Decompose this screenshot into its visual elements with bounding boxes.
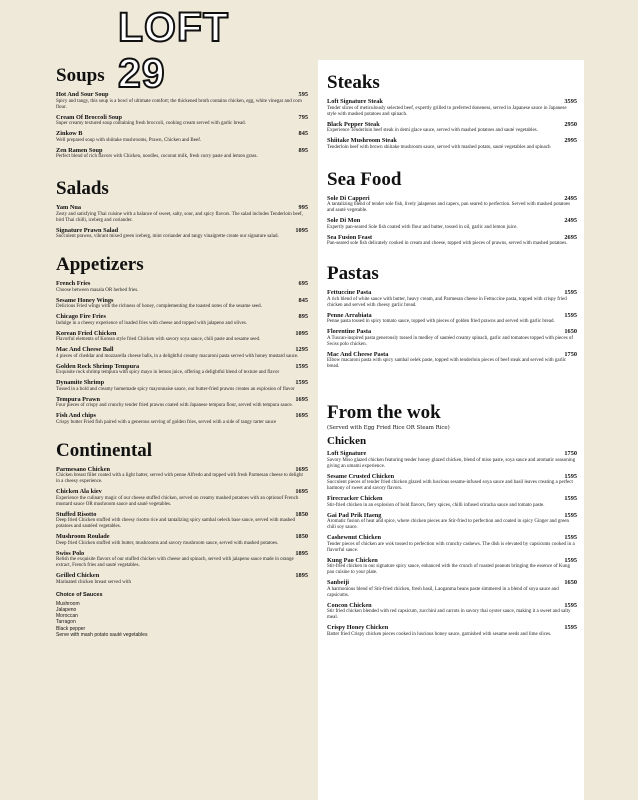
item-name: Loft Signature: [327, 450, 367, 457]
menu-item: [327, 121, 577, 135]
menu-item: [327, 473, 577, 493]
item-name: Black Pepper Steak: [327, 120, 380, 128]
item-name: Sesame Honey Wings: [56, 296, 114, 304]
item-description: Batter fried Crispy chicken pieces cooked in luscious honey sauce, garnished with sesame seeds and lime slices.: [327, 631, 552, 637]
item-name: Sesame Crusted Chicken: [327, 472, 395, 480]
sauce-item: Moroccan: [56, 613, 78, 620]
menu-item: [56, 204, 308, 224]
item-description: Tossed in a bold and creamy homemade spicy mayonnaise sauce, our butter-fried prawns creates an explosion of flavor: [56, 386, 295, 392]
item-price: 1695: [295, 412, 308, 419]
item-price: 1595: [564, 289, 577, 296]
item-price: 1595: [564, 472, 577, 480]
item-price: 1295: [295, 346, 308, 353]
menu-item: [327, 495, 577, 509]
item-name: Fettuccine Pasta: [327, 289, 372, 296]
item-description: Succulent pieces of tender fried chicken glazed with luscious sesame-infused soya sauce and basil leaves creating a perfect harmony of sweet and savory flavors.: [327, 480, 573, 491]
item-name: Gai Pad Prik Haeng: [327, 511, 382, 519]
section-title: Appetizers: [56, 254, 144, 275]
sauce-item: Black pepper: [56, 625, 86, 632]
item-price: 1595: [295, 362, 308, 370]
section-appetizers: [52, 254, 308, 426]
item-price: 695: [298, 280, 308, 287]
item-name: Korean Fried Chicken: [56, 329, 117, 337]
section-title: Sea Food: [327, 168, 402, 190]
item-name: Kung Pao Chicken: [327, 556, 378, 564]
item-price: 1895: [295, 572, 308, 579]
item-price: 1595: [295, 379, 308, 386]
sauce-item: Jalapeno: [56, 606, 77, 613]
menu-item: [56, 114, 308, 128]
item-description: Deep fried Chicken stuffed with butter, mushrooms and savory mushroom sauce, served with mashed potatoes.: [56, 540, 279, 546]
item-name: Sole Di Mon: [327, 217, 361, 224]
item-name: Cream Of Broccoli Soup: [56, 113, 123, 121]
item-price: 1595: [564, 624, 577, 631]
menu-item: [56, 396, 308, 410]
menu-item: [56, 533, 308, 547]
item-name: Firecracker Chicken: [327, 495, 383, 502]
section-soups: [52, 65, 308, 160]
section-steaks: [323, 72, 577, 151]
menu-item: [327, 579, 577, 599]
item-price: 1750: [564, 350, 577, 358]
item-name: Concon Chicken: [327, 601, 372, 609]
item-description: Savory Miso glazed chicken featuring tender honey glazed chicken, blend of miso paste, soya sauce and aromatic seasoning giving an umami experience.: [327, 457, 576, 469]
section-subtitle: (Served with Egg Fried Rice OR Steam Rice): [327, 425, 450, 431]
item-name: French Fries: [56, 280, 91, 287]
item-description: Flavorful elements of Korean style fried Chicken with savory soya sauce, chili paste and sesame seed.: [56, 337, 261, 342]
item-price: 1695: [295, 465, 308, 473]
item-price: 1595: [564, 311, 577, 319]
item-name: Swiss Polo: [56, 549, 85, 557]
item-description: Chicken breast fillet coated with a light batter, served with penne Alfredo and topped with fresh Parmesan cheese to delight in a cheesy experience.: [56, 473, 303, 484]
item-name: Mac And Cheese Ball: [56, 346, 114, 353]
item-description: A rich blend of white sauce with butter, heavy cream, and Parmesan cheese in Fettuccine pasta, topped with crispy fried chicken and served with cheesy garlic bread.: [327, 296, 567, 308]
item-price: 895: [298, 313, 308, 320]
item-name: Yam Nua: [56, 204, 82, 211]
item-name: Mac And Cheese Pasta: [327, 350, 389, 358]
item-price: 845: [298, 296, 308, 304]
item-description: Marinated chicken breast served with: [56, 579, 131, 585]
sauce-item: Serve with mash potato sauté vegetables: [56, 631, 148, 638]
item-description: Four pieces of crispy and crunchy tender fried prawns coated with Japanese tempura flour, served with tempura sauce.: [56, 403, 293, 408]
item-price: 1650: [564, 579, 577, 586]
item-description: Relish the exquisite flavors of our stuffed chicken with cheese and spinach, served with jalapeno sauce made in orange extract, French fries and sauté vegetables.: [56, 557, 294, 568]
item-description: Succulent prawns, vibrant mixed green iceberg, mint coriander and tangy vinaigrette create our signature salad.: [56, 234, 279, 239]
item-price: 2495: [564, 217, 577, 224]
item-description: Super creamy textured soup containing fresh broccoli, cooking cream served with garlic bread.: [56, 121, 246, 126]
item-description: Tender slices of meticulously selected beef, expertly grilled to preferred doneness, served in Japanese sauce in Japanese style with mashed potatoes and spinach.: [327, 105, 567, 117]
menu-item: [327, 137, 577, 151]
item-description: Expertly pan-seared Sole fish coated with flour and butter, tossed in oil, garlic and lemon juice.: [327, 224, 518, 230]
menu-item: [56, 313, 308, 327]
item-name: Fish And chips: [56, 412, 96, 419]
menu-item: [56, 91, 308, 111]
item-price: 1595: [564, 601, 577, 609]
item-description: A Tuscan-inspired pasta generously tossed in medley of sautéed creamy spinach, garlic and tomatoes topped with pieces of Swiss polo chicken.: [327, 335, 574, 347]
item-name: Crispy Honey Chicken: [327, 624, 389, 631]
item-name: Mushroom Roulade: [56, 533, 110, 540]
item-description: Penne pasta tossed in spicy tomato sauce, topped with pieces of golden fried prawns and served with garlic bread.: [327, 319, 555, 324]
item-description: Tenderloin beef with brown shiitake mushroom sauce, served with mashed potato, sauté vegetables and spinach: [327, 144, 551, 150]
item-name: Golden Rock Shrimp Tempura: [56, 362, 140, 370]
item-price: 995: [298, 204, 308, 211]
item-name: Hot And Sour Soup: [56, 91, 109, 98]
item-price: 1695: [295, 395, 308, 403]
item-description: A harmonious blend of Stir-fried chicken, fresh basil, Laoganma beans paste simmered in a blend of soya sauce and capsicums.: [327, 586, 559, 598]
section-title: Salads: [56, 178, 109, 199]
section-title: Steaks: [327, 72, 380, 93]
menu-item: [56, 130, 308, 144]
section-title: Soups: [56, 65, 105, 86]
item-name: Sanbeiji: [327, 579, 350, 586]
item-price: 1595: [564, 495, 577, 502]
item-description: Perfect blend of rich flavors with Chicken, noodles, coconut milk, fresh curry paste and lemon grass.: [56, 154, 258, 159]
section-sea-food: [323, 169, 577, 248]
section-pastas: [323, 263, 577, 370]
section-from-the-wok: [323, 402, 577, 638]
item-description: Pan-seared sole fish delicately cooked in cream and cheese, topped with pieces of prawns, served with mashed potatoes.: [327, 241, 568, 246]
item-name: Florentine Pasta: [327, 328, 372, 335]
item-description: Elbow macaroni pasta with spicy sambal oelek paste, topped with tenderloin pieces of beef steak and served with garlic bread.: [327, 358, 567, 369]
menu-item: [327, 328, 577, 348]
menu-item: [56, 379, 308, 393]
item-name: Parmesano Chicken: [56, 465, 111, 473]
item-price: 1595: [564, 534, 577, 541]
menu-item: [56, 550, 308, 570]
item-price: 1095: [295, 226, 308, 234]
menu-item: [56, 412, 308, 426]
right-column-content: [323, 72, 577, 641]
item-name: Chicago Fire Fries: [56, 313, 106, 320]
item-price: 2950: [564, 120, 577, 128]
menu-item: [56, 227, 308, 241]
right-column: [318, 60, 584, 800]
menu-item: [56, 147, 308, 161]
item-price: 1650: [564, 328, 577, 335]
item-description: 4 pieces of cheddar and mozzarella cheese balls, in a delightful creamy macaroni pasta served with honey mustard sauce.: [56, 353, 299, 359]
item-description: Crispy butter Fried fish paired with a generous serving of golden fries, served with a side of tangy tarter sauce: [56, 419, 277, 425]
item-name: Dynamite Shrimp: [56, 379, 105, 386]
item-name: Loft Signature Steak: [327, 98, 383, 105]
item-price: 1895: [295, 549, 308, 557]
menu-item: [327, 289, 577, 309]
item-description: Experience the culinary magic of our cheese stuffed chicken, served on creamy mashed potatoes with an optionof French mustard sauce OR mushroom sauce and sauté vegetables.: [56, 495, 299, 507]
item-price: 2995: [564, 137, 577, 144]
item-name: Shiitake Mushroom Steak: [327, 137, 397, 144]
section-salads: [52, 178, 308, 240]
item-name: Zen Ramen Soup: [56, 146, 103, 154]
item-name: Signature Prawn Salad: [56, 226, 119, 234]
item-price: 2695: [564, 233, 577, 241]
item-price: 595: [298, 91, 308, 98]
menu-item: [327, 450, 577, 470]
section-title: Continental: [56, 439, 153, 461]
item-price: 1595: [564, 511, 577, 519]
item-name: Chicken Ala kiev: [56, 488, 102, 495]
section-title: From the wok: [327, 402, 441, 423]
item-name: Sea Fusion Feast: [327, 233, 373, 241]
item-name: Sole Di Capperi: [327, 194, 370, 202]
item-description: Delicious Fried wings with the richness of honey, complementing the toasted notes of the sesame seed.: [56, 304, 262, 309]
item-name: Grilled Chicken: [56, 572, 100, 579]
menu-item: [56, 572, 308, 586]
item-description: Stir fried chicken blended with red capsicum, zucchini and carrots in savory thai oyster sauce, making it a sweet and salty meal.: [327, 609, 571, 620]
menu-item: [327, 217, 577, 231]
item-description: Exquisite rock shrimp tempura with spicy mayo in lemon juice, offering a delightful blend of texture and flavor: [56, 370, 280, 375]
menu-item: [327, 351, 577, 371]
menu-item: [56, 330, 308, 344]
menu-item: [327, 557, 577, 577]
menu-item: [327, 312, 577, 326]
menu-item: [327, 195, 577, 215]
item-description: Zesty and satisfying Thai cuisine with a balance of sweet, salty, sour, and spicy flavors. The salad includes Tenderloin beef, bird Thai chilli, iceberg and coriander.: [56, 211, 303, 223]
logo-text: LOFT 29: [118, 4, 230, 96]
menu-item: [56, 488, 308, 508]
item-description: Indulge in a cheesy experience of loaded fries with cheese and topped with jalapeno and olives.: [56, 320, 248, 326]
menu-item: [56, 297, 308, 311]
menu-item: [56, 511, 308, 531]
item-description: Deep fried Chicken stuffed with cheesy risotto rice and tantalizing spicy sambal oeleck base sauce, served with mashed potatoes and sautéed vegetables.: [56, 518, 295, 529]
item-description: A tantalizing blend of tender sole fish, lively jalapenos and capers, pan seared to perfection. Served with mashed potatoes and sauté vegetable.: [327, 202, 571, 213]
item-price: 1595: [564, 556, 577, 564]
menu-item: [327, 512, 577, 532]
item-price: 1695: [295, 488, 308, 495]
item-price: 1750: [564, 450, 577, 457]
menu-item: [56, 280, 308, 294]
sauce-item: Tarragon: [56, 619, 76, 626]
section-title: Pastas: [327, 263, 379, 284]
item-description: Aromatic fusion of heat and spice, where chicken pieces are Stir-fried to perfection and coated in spicy Ginger and green chili soy sauce.: [327, 519, 570, 530]
menu-item: [327, 602, 577, 622]
section-subheading: Chicken: [327, 435, 367, 447]
left-column: [52, 65, 308, 638]
item-description: Choose between masala OR herbed fries.: [56, 287, 139, 293]
menu-item: [327, 534, 577, 554]
sauces-title: Choice of Sauces: [56, 591, 103, 598]
item-name: Cashewnut Chicken: [327, 534, 382, 541]
sauce-item: Mushroom: [56, 600, 80, 607]
item-description: Experience Tenderloin beef steak in demi glace sauce, served with mashed potatoes and sauté vegetables.: [327, 128, 538, 133]
menu-item: [56, 346, 308, 360]
item-description: Stir-fried chicken in an explosion of bold flavors, fiery spices, chilli infused sriracha sauce and tomato paste.: [327, 502, 545, 508]
item-price: 1850: [295, 510, 308, 518]
menu-item: [56, 466, 308, 486]
logo: [118, 4, 278, 96]
item-description: Well prepared soup with shiitake mushrooms, Prawn, Chicken and Beef.: [56, 137, 202, 143]
item-price: 895: [298, 146, 308, 154]
item-name: Stuffed Risotto: [56, 510, 97, 518]
item-price: 1850: [295, 533, 308, 540]
item-price: 1095: [295, 329, 308, 337]
menu-item: [327, 98, 577, 118]
item-price: 2495: [564, 194, 577, 202]
item-name: Zinkow B: [56, 130, 83, 137]
item-description: Tender pieces of chicken are wok tossed to perfection with crunchy cashews. The dish is elevated by capsicums cooked in a flavorful sauce.: [327, 541, 575, 553]
item-price: 3595: [564, 98, 577, 105]
section-continental: [52, 440, 308, 586]
menu-item: [327, 624, 577, 638]
menu-item: [327, 234, 577, 248]
item-description: Stir-fried chicken in our signature spicy sauce, enhanced with the crunch of roasted peanuts bringing the essence of Kung pao cuisine to your plate.: [327, 564, 571, 575]
item-name: Tempura Prawn: [56, 395, 101, 403]
item-name: Penne Arrabiata: [327, 311, 372, 319]
menu-item: [56, 363, 308, 377]
item-price: 795: [298, 113, 308, 121]
item-price: 845: [298, 130, 308, 137]
item-description: Spicy and tangy, this soup is a bowl of ultimate comfort; the thickened broth contains chicken, egg, white vinegar and corn flour.: [56, 98, 302, 110]
